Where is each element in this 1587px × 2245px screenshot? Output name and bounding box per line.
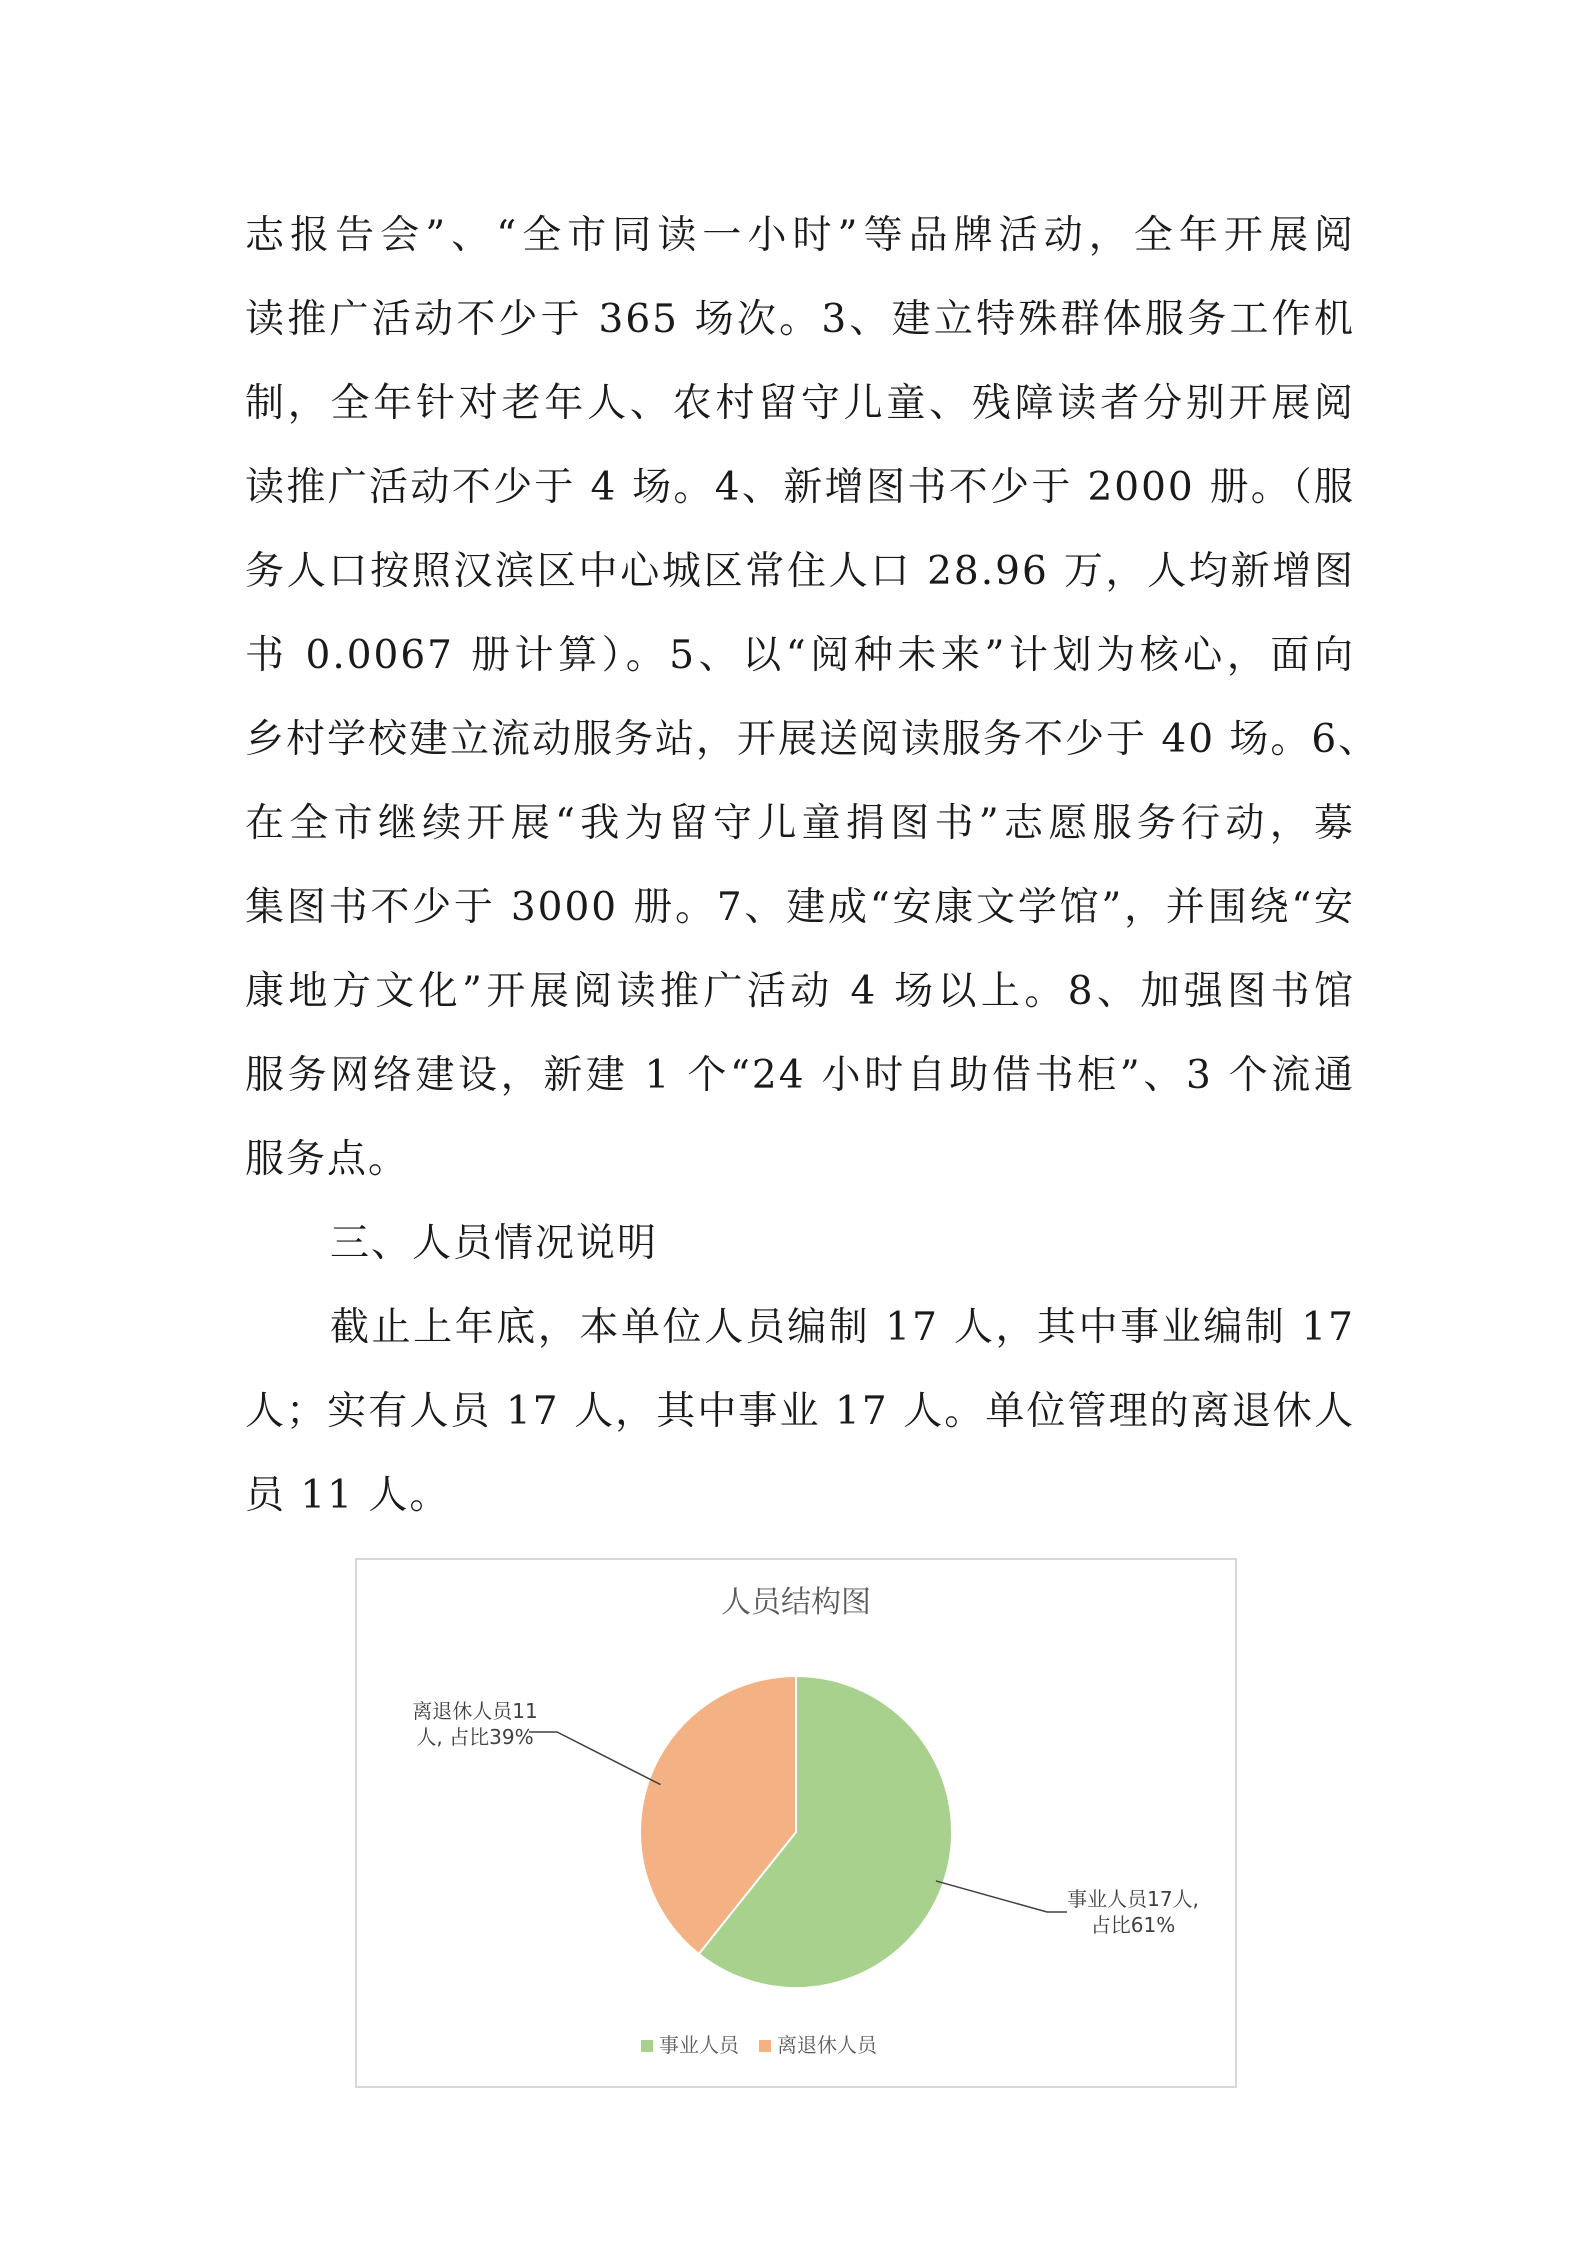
legend-label-staff: 事业人员 xyxy=(659,2033,739,2057)
chart-title: 人员结构图 xyxy=(721,1585,871,1620)
body-text-line: 书 0.0067 册计算）。5、以“阅种未来”计划为核心，面向 xyxy=(245,633,1355,678)
data-label-staff-line2: 占比61% xyxy=(1090,1913,1176,1937)
section-heading: 三、人员情况说明 xyxy=(330,1221,659,1266)
data-label-retired-line2: 人, 占比39% xyxy=(416,1725,534,1749)
legend-swatch-staff xyxy=(641,2040,653,2052)
staff-text-line-last: 员 11 人。 xyxy=(245,1473,451,1518)
legend-label-retired: 离退休人员 xyxy=(777,2033,877,2057)
body-text-line: 读推广活动不少于 4 场。4、新增图书不少于 2000 册。（服 xyxy=(245,465,1355,510)
data-label-staff-line1: 事业人员17人, xyxy=(1067,1887,1199,1911)
body-text-line-last: 服务点。 xyxy=(245,1137,410,1182)
body-text-line: 乡村学校建立流动服务站，开展送阅读服务不少于 40 场。6、 xyxy=(245,717,1380,762)
pie-chart-svg xyxy=(357,1560,1235,2086)
body-text-line: 读推广活动不少于 365 场次。3、建立特殊群体服务工作机 xyxy=(245,297,1355,342)
leader-line-staff xyxy=(936,1881,1067,1912)
body-text-line: 在全市继续开展“我为留守儿童捐图书”志愿服务行动，募 xyxy=(245,801,1355,846)
body-text-line: 务人口按照汉滨区中心城区常住人口 28.96 万，人均新增图 xyxy=(245,549,1355,594)
staff-structure-chart xyxy=(355,1558,1237,2088)
body-text-line: 集图书不少于 3000 册。7、建成“安康文学馆”，并围绕“安 xyxy=(245,885,1355,930)
legend-swatch-retired xyxy=(759,2040,771,2052)
leader-line-retired xyxy=(529,1732,661,1785)
body-text-line: 志报告会”、“全市同读一小时”等品牌活动，全年开展阅 xyxy=(245,213,1355,258)
data-label-retired-line1: 离退休人员11 xyxy=(412,1699,538,1723)
staff-text-line: 截止上年底，本单位人员编制 17 人，其中事业编制 17 xyxy=(330,1305,1355,1350)
pie-slices xyxy=(640,1676,952,1988)
staff-text-line: 人；实有人员 17 人，其中事业 17 人。单位管理的离退休人 xyxy=(245,1389,1355,1434)
body-text-line: 服务网络建设，新建 1 个“24 小时自助借书柜”、3 个流通 xyxy=(245,1053,1355,1098)
body-text-line: 制，全年针对老年人、农村留守儿童、残障读者分别开展阅 xyxy=(245,381,1355,426)
body-text-line: 康地方文化”开展阅读推广活动 4 场以上。8、加强图书馆 xyxy=(245,969,1355,1014)
